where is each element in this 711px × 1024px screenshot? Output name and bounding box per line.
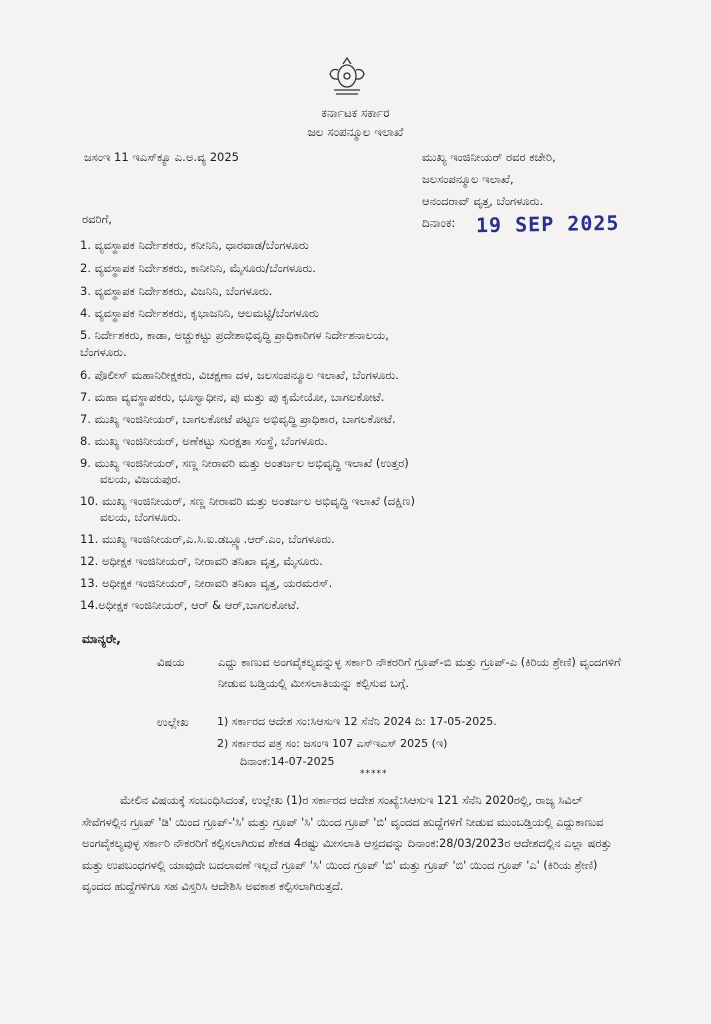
addressee-item: 2. ವ್ಯವಸ್ಥಾಪಕ ನಿರ್ದೇಶಕರು, ಕಾನೀನಿನಿ, ಮೈಸೂರು/ಬೆಂಗಳೂರು. [80,261,316,275]
government-title: ಕರ್ನಾಟಕ ಸರ್ಕಾರ [321,106,390,120]
addressee-item: 7. ಮಹಾ ವ್ಯವಸ್ಥಾಪಕರು, ಭೂಸ್ವಾಧೀನ, ಪು ಮತ್ತು ಪು ಕೃಮೇಯೋ, ಬಾಗಲಕೋಟೆ. [80,390,385,404]
addressee-item-cont: ವಲಯ, ವಿಜಯಪುರ. [100,472,182,486]
addressee-item: 1. ವ್ಯವಸ್ಥಾಪಕ ನಿರ್ದೇಶಕರು, ಕನೀನಿನಿ, ಧಾರವಾಡ/ಬೆಂಗಳೂರು [80,238,309,252]
addressee-item: 13. ಅಧೀಕ್ಷಕ ಇಂಜಿನೀಯರ್, ನೀರಾವರಿ ತನಿಖಾ ವೃತ್ತ, ಯರಮರಸ್. [80,576,333,590]
addressee-item: 4. ವ್ಯವಸ್ಥಾಪಕ ನಿರ್ದೇಶಕರು, ಕೃಭಾಜನಿನಿ, ಆಲಮಟ್ಟಿ/ಬೆಂಗಳೂರು [80,306,319,320]
department-title: ಜಲ ಸಂಪನ್ಮೂಲ ಇಲಾಖೆ [307,125,404,139]
body-paragraph: ಮೇಲಿನ ವಿಷಯಕ್ಕೆ ಸಂಬಂಧಿಸಿದಂತೆ, ಉಲ್ಲೇಖ (1)ರ ಸರ್ಕಾರದ ಆದೇಶ ಸಂಖ್ಯೆ:ಸಿಆಸುಇ 121 ಸೆನೆನಿ 2020ರಲ್ಲಿ, ರಾಜ್ಯ ಸಿವಿಲ್ ಸೇವೆಗಳಲ್ಲಿನ ಗ್ರೂಪ್ 'ಡಿ' ಯಿಂದ ಗ್ರೂಪ್-'ಸಿ' ಮತ್ತು ಗ್ರೂಪ್ 'ಸಿ' ಯಿಂದ ಗ್ರೂಪ್ 'ಬಿ' ವೃಂದದ ಹುದ್ದೆಗಳಿಗೆ ನೀಡುವ ಮುಂಬಡ್ತಿಯಲ್ಲಿ ಎದ್ದುಕಾಣುವ ಅಂಗವೈಕಲ್ಯವುಳ್ಳ ಸರ್ಕಾರಿ ನೌಕರರಿಗೆ ಕಲ್ಪಿಸಲಾಗಿರುವ ಶೇಕಡ 4ರಷ್ಟು ಮೀಸಲಾತಿ ಆಸ್ಪದವನ್ನು ದಿನಾಂಕ:28/03/2023ರ ಆದೇಶದಲ್ಲಿನ ಎಲ್ಲಾ ಷರತ್ತು ಮತ್ತು ಉಪಬಂಧಗಳಲ್ಲಿ ಯಾವುದೇ ಬದಲಾವಣೆ ಇಲ್ಲದೆ ಗ್ರೂಪ್ 'ಸಿ' ಯಿಂದ ಗ್ರೂಪ್ 'ಬಿ' ಮತ್ತು ಗ್ರೂಪ್ 'ಬಿ' ಯಿಂದ ಗ್ರೂಪ್ 'ಎ' (ಕಿರಿಯ ಶ್ರೇಣಿ) ವೃಂದದ ಹುದ್ದೆಗಳಿಗೂ ಸಹ ವಿಸ್ತರಿಸಿ ಆದೇಶಿಸಿ ಅವಕಾಶ ಕಲ್ಪಿಸಲಾಗಿರುತ್ತದೆ. [82,794,612,893]
reference-item-2-date: ದಿನಾಂಕ:14-07-2025 [240,755,335,768]
addressee-item-cont: ಬೆಂಗಳೂರು. [80,345,127,359]
reference-item-1: 1) ಸರ್ಕಾರದ ಆದೇಶ ಸಂ:ಸಿಆಸುಇ 12 ಸೆನೆನಿ 2024 ದಿ: 17-05-2025. [217,715,497,728]
to-label: ರವರಿಗೆ, [82,212,112,226]
date-stamp: 19 SEP 2025 [475,210,620,238]
subject-text: ಎದ್ದು ಕಾಣುವ ಅಂಗವೈಕಲ್ಯವನ್ನುಳ್ಳ ಸರ್ಕಾರಿ ನೌಕರರಿಗೆ ಗ್ರೂಪ್-ಬಿ ಮತ್ತು ಗ್ರೂಪ್-ಎ (ಕಿರಿಯ ಶ್ರೇಣಿ) ವೃಂದಗಳಿಗೆ ನೀಡುವ ಬಡ್ತಿಯಲ್ಲಿ ಮೀಸಲಾತಿಯನ್ನು ಕಲ್ಪಿಸುವ ಬಗ್ಗೆ. [218,655,621,690]
reference-number: ಜಸಂಇ 11 ಇಎಸ್‌ಕ್ಯೂ ಎ.ಅ.ವ್ಯ 2025 [84,150,239,164]
addressee-item: 7. ಮುಖ್ಯ ಇಂಜಿನೀಯರ್, ಬಾಗಲಕೋಟೆ ಪಟ್ಟಣ ಅಭಿವೃದ್ಧಿ ಪ್ರಾಧಿಕಾರ, ಬಾಗಲಕೋಟೆ. [80,412,396,426]
addressee-item: 10. ಮುಖ್ಯ ಇಂಜಿನೀಯರ್, ಸಣ್ಣ ನೀರಾವರಿ ಮತ್ತು ಅಂತರ್ಜಲ ಅಭಿವೃದ್ಧಿ ಇಲಾಖೆ (ದಕ್ಷಿಣ) [80,494,415,508]
subject-label: ವಿಷಯ [157,655,185,669]
addressee-item: 3. ವ್ಯವಸ್ಥಾಪಕ ನಿರ್ದೇಶಕರು, ವಿಜನಿನಿ, ಬೆಂಗಳೂರು. [80,284,273,298]
addressee-item: 6. ಪೊಲೀಸ್ ಮಹಾನಿರೀಕ್ಷಕರು, ವಿಚಕ್ಷಣಾ ದಳ, ಜಲಸಂಪನ್ಮೂಲ ಇಲಾಖೆ, ಬೆಂಗಳೂರು. [80,368,399,382]
addressee-item: 14.ಅಧೀಕ್ಷಕ ಇಂಜಿನೀಯರ್, ಆರ್ & ಆರ್,ಬಾಗಲಕೋಟೆ. [80,598,300,612]
salutation: ಮಾನ್ಯರೇ, [82,632,121,646]
sender-line-1: ಮುಖ್ಯ ಇಂಜಿನೀಯರ್ ರವರ ಕಚೇರಿ, [422,150,556,164]
separator: ***** [360,769,388,779]
addressee-item: 11. ಮುಖ್ಯ ಇಂಜಿನೀಯರ್,ಎ.ಸಿ.ಐ.ಡಬ್ಲ್ಯೂ.ಆರ್.ಎಂ, ಬೆಂಗಳೂರು. [80,532,335,546]
reference-item-2: 2) ಸರ್ಕಾರದ ಪತ್ರ ಸಂ: ಜಸಂಇ 107 ಎಸ್‌ಇಎಸ್ 2025 (ಇ) [217,737,448,750]
addressee-item: 5. ನಿರ್ದೇಶಕರು, ಕಾಡಾ, ಅಚ್ಚುಕಟ್ಟು ಪ್ರದೇಶಾಭಿವೃದ್ಧಿ ಪ್ರಾಧಿಕಾರಿಗಳ ನಿರ್ದೇಶನಾಲಯ, [80,328,389,342]
addressee-item-cont: ವಲಯ, ಬೆಂಗಳೂರು. [100,510,182,524]
state-emblem-icon [322,56,372,102]
addressee-item: 9. ಮುಖ್ಯ ಇಂಜಿನೀಯರ್, ಸಣ್ಣ ನೀರಾವರಿ ಮತ್ತು ಅಂತರ್ಜಲ ಅಭಿವೃದ್ಧಿ ಇಲಾಖೆ (ಉತ್ತರ) [80,456,409,470]
sender-line-2: ಜಲಸಂಪನ್ಮೂಲ ಇಲಾಖೆ, [422,172,514,186]
addressee-item: 12. ಅಧೀಕ್ಷಕ ಇಂಜಿನೀಯರ್, ನೀರಾವರಿ ತನಿಖಾ ವೃತ್ತ, ಮೈಸೂರು. [80,554,323,568]
addressee-item: 8. ಮುಖ್ಯ ಇಂಜಿನೀಯರ್, ಅಣೆಕಟ್ಟು ಸುರಕ್ಷತಾ ಸಂಸ್ಥೆ, ಬೆಂಗಳೂರು. [80,434,328,448]
date-label: ದಿನಾಂಕ: [422,216,456,230]
sender-line-3: ಆನಂದರಾವ್ ವೃತ್ತ, ಬೆಂಗಳೂರು. [422,194,544,208]
reference-label: ಉಲ್ಲೇಖ [157,715,189,729]
